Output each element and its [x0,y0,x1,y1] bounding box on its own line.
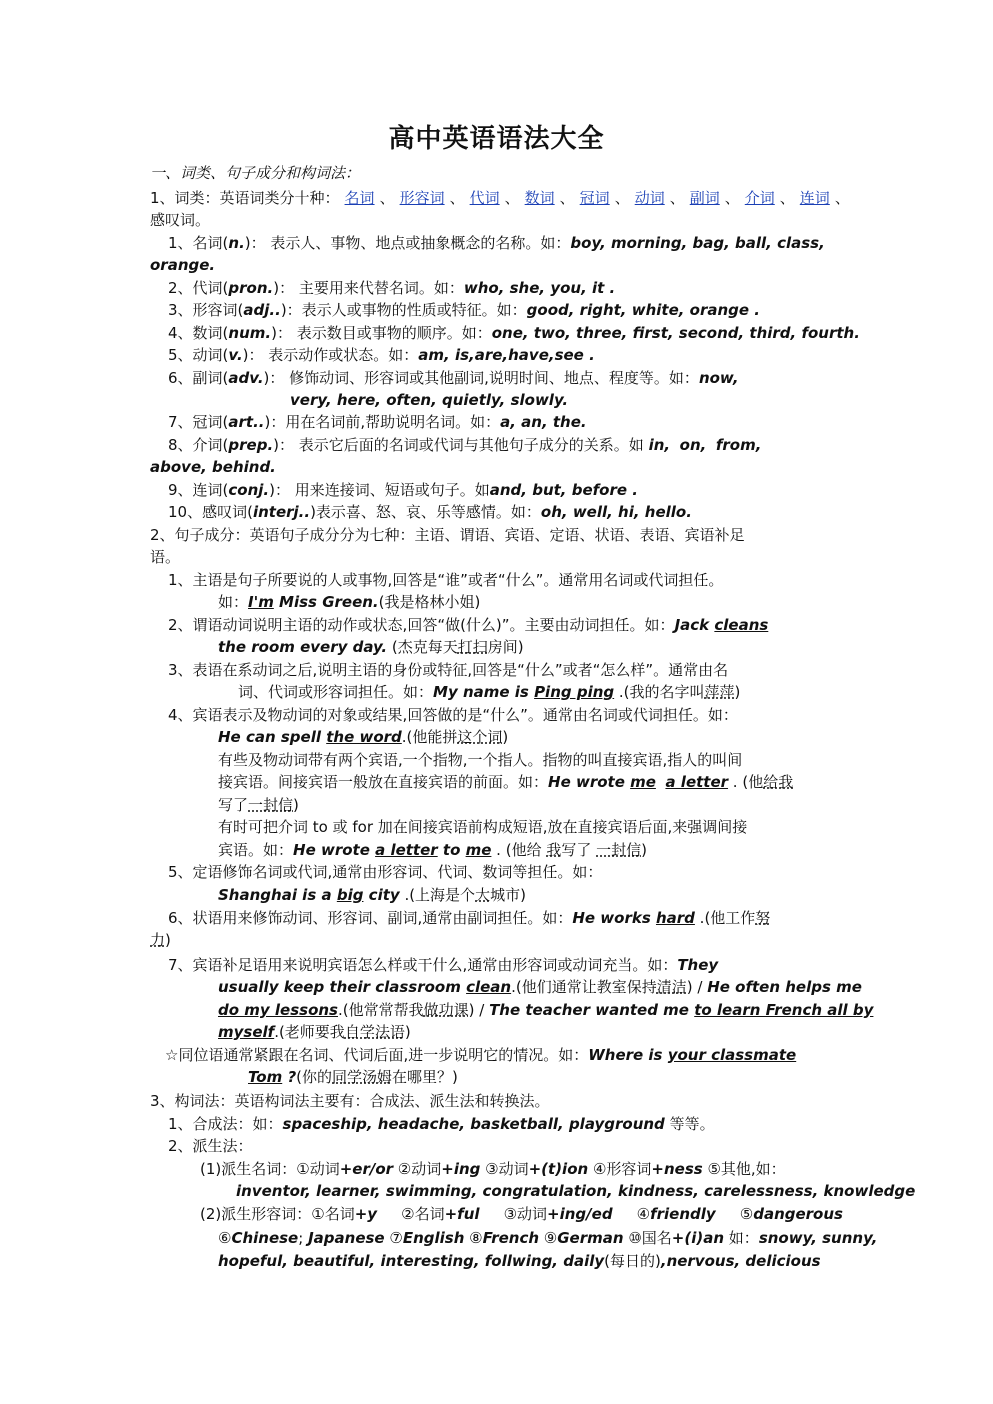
attribute-entry: 5、定语修饰名词或代词,通常由形容词、代词、数词等担任。如： [168,863,603,881]
text-line: 写了一封信) [218,796,299,814]
subject-entry: 1、主语是句子所要说的人或事物,回答是“谁”或者“什么”。通常用名词或代词担任。 [168,571,724,589]
conjunction-entry: 9、连词(conj.)： 用来连接词、短语或句子。如and, but, before . [168,481,638,499]
complement-example: usually keep their classroom clean.(他们通常让教室保持清洁) / He often helps me [218,978,862,996]
derivation-entry: 2、派生法： [168,1137,253,1155]
text-line: 力) [150,931,171,949]
page-title: 高中英语语法大全 [388,124,605,154]
adjective-entry: 3、形容词(adj..)：表示人或事物的性质或特征。如：good, right, white, orange . [168,301,760,319]
text-line: 感叹词。 [150,211,211,229]
interjection-entry: 10、感叹词(interj..)表示喜、怒、哀、乐等感情。如：oh, well, hi, hello. [168,503,692,521]
preposition-entry: 8、介词(prep.)： 表示它后面的名词或代词与其他句子成分的关系。如 in, on, from, [168,436,762,454]
object-example: He can spell the word.(他能拼这个词) [218,728,509,746]
text-line: above, behind. [150,458,276,476]
noun-entry: 1、名词(n.)： 表示人、事物、地点或抽象概念的名称。如：boy, morning, bag, ball, class, [168,234,825,252]
link-numeral[interactable]: 数词 [524,189,555,207]
link-adjective[interactable]: 形容词 [399,189,445,207]
verb-entry: 5、动词(v.)： 表示动作或状态。如：am, is,are,have,see . [168,346,595,364]
complement-example: do my lessons.(他常常帮我做功课) / The teacher wanted me to learn French all by [218,1001,874,1019]
link-noun[interactable]: 名词 [344,189,375,207]
derived-adjectives: (2)派生形容词：①名词+y ②名词+ful ③动词+ing/ed ④friendly ⑤dangerous [200,1205,843,1223]
predicative-example: 词、代词或形容词担任。如：My name is Ping ping .(我的名字叫萍萍) [238,683,741,701]
attribute-example: Shanghai is a big city .(上海是个大城市) [218,886,526,904]
appositive-example: Tom ?(你的同学汤姆在哪里？) [248,1068,458,1086]
text-line: 语。 [150,548,181,566]
link-preposition[interactable]: 介词 [744,189,775,207]
link-article[interactable]: 冠词 [579,189,610,207]
subject-example: 如：I'm Miss Green.(我是格林小姐) [218,593,481,611]
predicate-example: the room every day. (杰克每天打扫房间) [218,638,524,656]
compounding-entry: 1、合成法：如：spaceship, headache, basketball, playground 等等。 [168,1115,715,1133]
link-pronoun[interactable]: 代词 [469,189,500,207]
derived-nouns-example: inventor, learner, swimming, congratulation, kindness, carelessness, knowledge [236,1182,916,1200]
indirect-object-example: 接宾语。间接宾语一般放在直接宾语的前面。如：He wrote me a letter . (他给我 [218,773,794,791]
derived-nouns: (1)派生名词：①动词+er/or ②动词+ing ③动词+(t)ion ④形容词+ness ⑤其他,如： [200,1160,786,1178]
complement-entry: 7、宾语补足语用来说明宾语怎么样或干什么,通常由形容词或动词充当。如：They [168,956,719,974]
text-line: 有些及物动词带有两个宾语,一个指物,一个指人。指物的叫直接宾语,指人的叫间 [218,751,743,769]
object-entry: 4、宾语表示及物动词的对象或结果,回答做的是“什么”。通常由名词或代词担任。如： [168,706,738,724]
word-classes-lead: 1、词类：英语词类分十种： [150,189,340,207]
predicative-entry: 3、表语在系动词之后,说明主语的身份或特征,回答是“什么”或者“怎么样”。通常由名 [168,661,729,679]
to-for-example: 宾语。如：He wrote a letter to me . (他给 我写了 一封信) [218,841,648,859]
adverb-entry: 6、副词(adv.)： 修饰动词、形容词或其他副词,说明时间、地点、程度等。如：now, [168,369,739,387]
article-entry: 7、冠词(art..)：用在名词前,帮助说明名词。如：a, an, the. [168,413,587,431]
text-line: very, here, often, quietly, slowly. [290,391,569,409]
numeral-entry: 4、数词(num.)： 表示数目或事物的顺序。如：one, two, three, first, second, third, fourth. [168,324,860,342]
section-heading: 一、词类、句子成分和构词法： [150,164,361,182]
pronoun-entry: 2、代词(pron.)： 主要用来代替名词。如：who, she, you, it . [168,279,616,297]
derived-adjectives-example: hopeful, beautiful, interesting, follwing, daily(每日的),nervous, delicious [218,1252,821,1270]
predicate-entry: 2、谓语动词说明主语的动作或状态,回答“做(什么)”。主要由动词担任。如：Jack cleans [168,616,769,634]
word-formation-lead: 3、构词法：英语构词法主要有：合成法、派生法和转换法。 [150,1092,550,1110]
derived-adjectives-cont: ⑥Chinese; Japanese ⑦English ⑧French ⑨German ⑩国名+(i)an 如：snowy, sunny, [218,1229,878,1247]
link-adverb[interactable]: 副词 [689,189,720,207]
link-conjunction[interactable]: 连词 [799,189,830,207]
complement-example: myself.(老师要我自学法语) [218,1023,411,1041]
text-line: orange. [150,256,216,274]
appositive-entry: ☆同位语通常紧跟在名词、代词后面,进一步说明它的情况。如：Where is your classmate [165,1046,797,1064]
adverbial-entry: 6、状语用来修饰动词、形容词、副词,通常由副词担任。如：He works hard .(他工作努 [168,909,771,927]
text-line: 有时可把介词 to 或 for 加在间接宾语前构成短语,放在直接宾语后面,来强调间接 [218,818,748,836]
word-classes-line: 1、词类：英语词类分十种： 名词 、 形容词 、 代词 、 数词 、 冠词 、 动词 、 副词 、 介词 、 连词 、 [150,189,850,207]
sentence-components-lead: 2、句子成分：英语句子成分分为七种：主语、谓语、宾语、定语、状语、表语、宾语补足 [150,526,745,544]
link-verb[interactable]: 动词 [634,189,665,207]
